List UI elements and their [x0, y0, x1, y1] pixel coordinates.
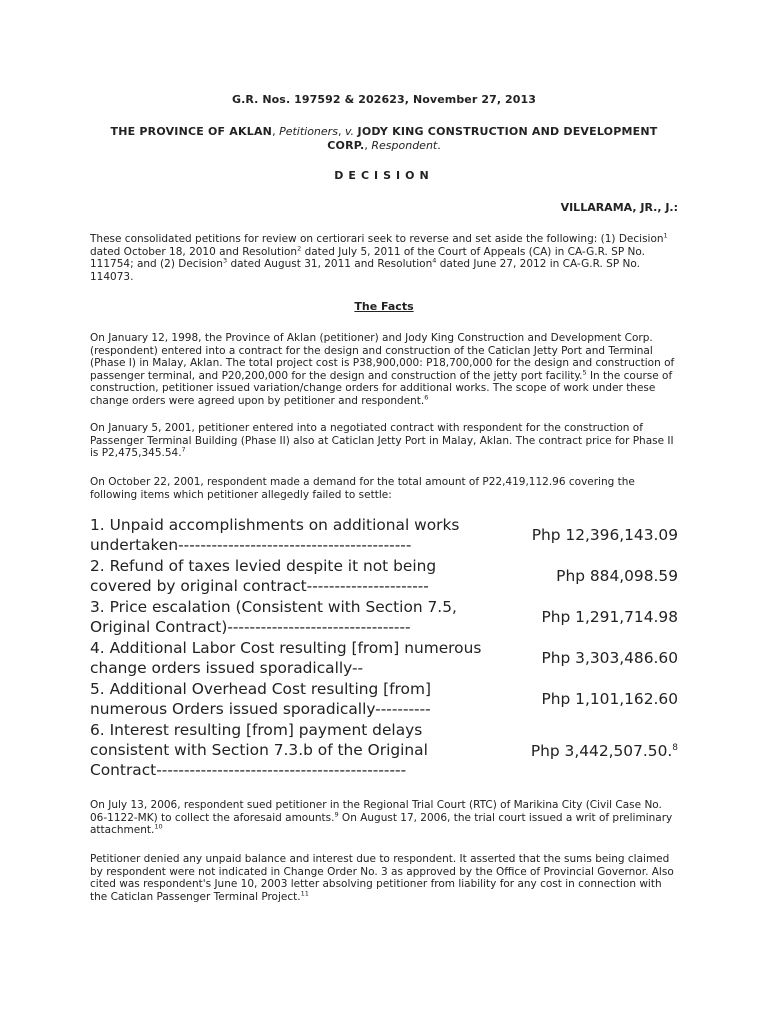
- claim-amount: [541, 607, 678, 627]
- claim-amount: [531, 738, 678, 761]
- claim-amount-value: Php 3,442,507.50.: [530, 742, 673, 761]
- footnote-ref: 8: [672, 743, 678, 754]
- versus: v.: [344, 125, 355, 138]
- petitioner-name: THE PROVINCE OF AKLAN: [110, 125, 273, 138]
- footnote-ref: 7: [181, 445, 186, 454]
- paragraph-text: In the course of construction, petitioner issued variation/change orders for additional works. The scope of work under these change orders were agreed upon by petitioner and respondent.: [90, 369, 673, 407]
- footnote-ref: 11: [300, 889, 309, 898]
- claim-description: 2. Refund of taxes levied despite it not being covered by original contract----------------------: [90, 557, 437, 595]
- claim-amount-value: Php 1,291,714.98: [541, 608, 678, 626]
- paragraph-text: On January 5, 2001, petitioner entered into a negotiated contract with respondent for the construction of Passenger Terminal Building (Phase II) also at Caticlan Jetty Port in Malay, Aklan. The contract price for Phase II is P2,475,345.54.: [90, 422, 674, 460]
- claim-item: [90, 638, 678, 678]
- facts-paragraph-3: [90, 476, 680, 501]
- paragraph-text: On August 17, 2006, the trial court issued a writ of preliminary attachment.: [90, 811, 673, 837]
- paragraph-text: On January 12, 1998, the Province of Aklan (petitioner) and Jody King Construction and Development Corp. (respondent) entered into a contract for the design and construction of the Caticlan Jetty Port and Terminal (Phase I) in Malay, Aklan. The total project cost is P38,900,000: P18,700,000 for the design and construction of passenger terminal, and P20,200,000 for the design and construction of the jetty port facility.: [90, 332, 675, 382]
- claim-item: [90, 556, 678, 596]
- intro-paragraph: [90, 233, 680, 283]
- claim-item: [90, 515, 678, 555]
- claim-amount-value: Php 1,101,162.60: [541, 690, 678, 708]
- footnote-ref: 1: [663, 231, 668, 240]
- claim-description: 1. Unpaid accomplishments on additional works undertaken------------------------------------------: [90, 516, 460, 554]
- respondent-name-line2: CORP.: [327, 139, 365, 152]
- paragraph-text: On July 13, 2006, respondent sued petitioner in the Regional Trial Court (RTC) of Marikina City (Civil Case No. 06-1122-MK) to collect the aforesaid amounts.: [90, 799, 662, 824]
- claim-amount: [556, 566, 678, 586]
- footnote-ref: 5: [582, 368, 587, 377]
- claim-description: 3. Price escalation (Consistent with Section 7.5, Original Contract)---------------------------------: [90, 598, 457, 636]
- intro-text-3: dated July 5, 2011 of the Court of Appeals (CA) in CA-G.R. SP No. 111754; and (2) Decision: [90, 245, 645, 271]
- claims-list: [90, 515, 678, 780]
- claim-amount: [541, 648, 678, 668]
- footnote-ref: 4: [432, 256, 437, 265]
- decision-title: DECISION: [334, 169, 434, 182]
- claim-description: 5. Additional Overhead Cost resulting [from] numerous Orders issued sporadically----------: [90, 680, 431, 718]
- intro-text-5: dated June 27, 2012 in CA-G.R. SP No. 114073.: [90, 258, 640, 283]
- case-number: G.R. Nos. 197592 & 202623, November 27, 2013: [231, 93, 537, 106]
- claim-item: [90, 679, 678, 719]
- respondent-name-line1: JODY KING CONSTRUCTION AND DEVELOPMENT: [357, 125, 658, 138]
- case-parties: THE PROVINCE OF AKLAN, Petitioners, v. JODY KING CONSTRUCTION AND DEVELOPMENT CORP., Respondent.: [110, 125, 658, 152]
- intro-text-1: These consolidated petitions for review on certiorari seek to reverse and set aside the following: (1) Decision: [90, 233, 664, 245]
- paragraph-text: Petitioner denied any unpaid balance and interest due to respondent. It asserted that the sums being claimed by respondent were not indicated in Change Order No. 3 as approved by the Office of Provincial Governor. Also cited was respondent's June 10, 2003 letter absolving petitioner from liability for any cost in connection with the Caticlan Passenger Terminal Project.: [90, 853, 674, 903]
- claim-description: 6. Interest resulting [from] payment delays consistent with Section 7.3.b of the Original Contract---------------------------------------------: [90, 721, 428, 779]
- petitioner-role: Petitioners: [279, 125, 338, 138]
- claim-amount-value: Php 3,303,486.60: [541, 649, 678, 667]
- claim-description: 4. Additional Labor Cost resulting [from] numerous change orders issued sporadically--: [90, 639, 482, 677]
- ponente: VILLARAMA, JR., J.:: [560, 201, 678, 214]
- claim-amount-value: Php 12,396,143.09: [531, 526, 678, 544]
- facts-paragraph-5: [90, 853, 680, 903]
- claim-amount-value: Php 884,098.59: [556, 567, 678, 585]
- claim-amount: [532, 525, 678, 545]
- intro-text-4: dated August 31, 2011 and Resolution: [227, 258, 433, 271]
- paragraph-text: On October 22, 2001, respondent made a demand for the total amount of P22,419,112.96 covering the following items which petitioner allegedly failed to settle:: [90, 476, 635, 501]
- respondent-role: Respondent: [371, 139, 438, 152]
- footnote-ref: 6: [424, 393, 429, 402]
- facts-paragraph-2: [90, 422, 680, 460]
- facts-heading: The Facts: [354, 300, 414, 313]
- footnote-ref: 10: [154, 822, 163, 831]
- facts-paragraph-1: [90, 332, 680, 408]
- footnote-ref: 9: [334, 810, 339, 819]
- claim-item: [90, 597, 678, 637]
- claim-item: [90, 720, 678, 780]
- footnote-ref: 2: [297, 244, 302, 253]
- claim-amount: [541, 689, 678, 709]
- footnote-ref: 3: [222, 256, 228, 265]
- facts-paragraph-4: [90, 799, 680, 837]
- intro-text-2: dated October 18, 2010 and Resolution: [90, 245, 298, 258]
